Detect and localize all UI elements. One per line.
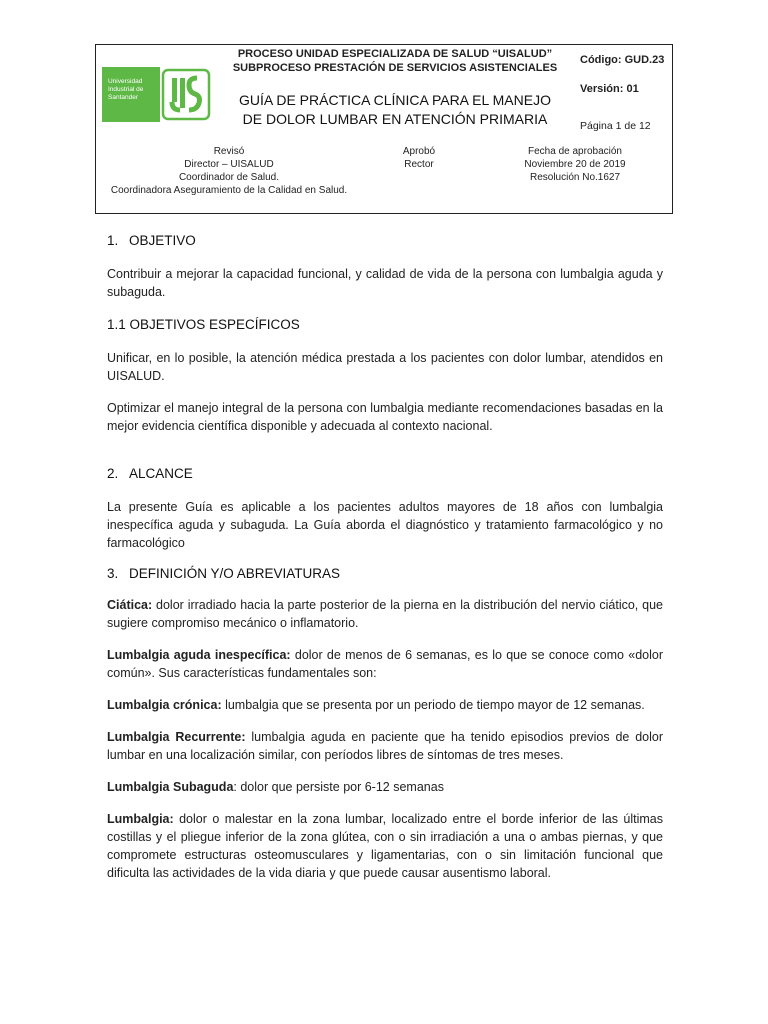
- reviewed-by-cell: [96, 144, 362, 215]
- definition-item: [107, 810, 663, 882]
- alcance-paragraph: La presente Guía es aplicable a los pacientes adultos mayores de 18 años con lumbalgia inespecífica aguda y subaguda. La Guía aborda el diagnóstico y tratamiento farmacológico y no farmacológico: [107, 500, 663, 550]
- definition-item: [107, 728, 663, 764]
- section-heading-objetivos-especificos: 1.1 OBJETIVOS ESPECÍFICOS: [107, 317, 300, 332]
- approved-by-cell: [362, 144, 476, 215]
- section-heading-definiciones: [107, 565, 663, 583]
- logo-text-line2: Industrial de: [108, 86, 144, 93]
- logo-green-block: [102, 67, 160, 122]
- logo-text-line1: Universidad: [108, 78, 143, 85]
- process-name: PROCESO UNIDAD ESPECIALIZADA DE SALUD “UISALUD”: [237, 48, 553, 60]
- reviewed-by-label: Revisó: [213, 146, 245, 157]
- resolution-number: Resolución No.1627: [529, 172, 621, 183]
- process-cell: [218, 45, 572, 78]
- definition-term: Lumbalgia Recurrente:: [107, 730, 246, 744]
- document-title-cell: [218, 78, 572, 144]
- definition-term: Lumbalgia crónica:: [107, 698, 222, 712]
- university-logo: [102, 67, 212, 122]
- section-number: 3.: [107, 566, 119, 581]
- approved-by-label: Aprobó: [402, 146, 436, 157]
- document-title-line1: GUÍA DE PRÁCTICA CLÍNICA PARA EL MANEJO: [239, 92, 551, 108]
- document-header-table: [95, 44, 673, 214]
- page-number: Página 1 de 12: [580, 120, 651, 132]
- definition-text: lumbalgia aguda en paciente que ha tenido episodios previos de dolor lumbar en una localización similar, con períodos libres de síntomas de tres meses.: [107, 730, 663, 762]
- definition-term: Lumbalgia:: [107, 812, 174, 826]
- section-heading-alcance: [107, 465, 663, 483]
- reviewer-3: Coordinadora Aseguramiento de la Calidad en Salud.: [110, 185, 348, 196]
- document-body: [107, 230, 663, 882]
- objetivo-paragraph: Contribuir a mejorar la capacidad funcional, y calidad de vida de la persona con lumbalgia aguda y subaguda.: [107, 267, 663, 299]
- definition-term: Lumbalgia Subaguda: [107, 780, 234, 794]
- approval-date-label: Fecha de aprobación: [528, 146, 622, 157]
- definition-term: Ciática:: [107, 598, 153, 612]
- definition-text: dolor irradiado hacia la parte posterior de la pierna en la distribución del nervio ciático, que sugiere compromiso mecánico o inflamatorio.: [107, 598, 663, 630]
- section-number: 2.: [107, 466, 119, 481]
- approval-date-cell: [476, 144, 674, 215]
- especificos-paragraph-1: Unificar, en lo posible, la atención médica prestada a los pacientes con dolor lumbar, atendidos en UISALUD.: [107, 351, 663, 383]
- especificos-paragraph-2: Optimizar el manejo integral de la persona con lumbalgia mediante recomendaciones basadas en la mejor evidencia científica disponible y adecuada al contexto nacional.: [107, 401, 663, 433]
- approval-date: Noviembre 20 de 2019: [524, 159, 626, 170]
- document-code: Código: GUD.23: [580, 54, 665, 66]
- section-title: OBJETIVO: [129, 233, 196, 248]
- section-title: ALCANCE: [129, 466, 193, 481]
- logo-cell: [96, 45, 218, 144]
- document-title-line2: DE DOLOR LUMBAR EN ATENCIÓN PRIMARIA: [242, 111, 548, 127]
- logo-text-line3: Santander: [108, 94, 138, 101]
- definition-item: [107, 696, 663, 714]
- definition-item: [107, 596, 663, 632]
- uis-emblem-icon: [160, 67, 212, 122]
- document-version: Versión: 01: [580, 83, 639, 95]
- reviewer-1: Director – UISALUD: [184, 159, 274, 170]
- subprocess-name: SUBPROCESO PRESTACIÓN DE SERVICIOS ASISTENCIALES: [232, 62, 558, 74]
- definition-text: dolor de menos de 6 semanas, es lo que se conoce como «dolor común». Sus características fundamentales son:: [107, 648, 663, 680]
- section-heading-objetivo: [107, 232, 663, 250]
- section-title: DEFINICIÓN Y/O ABREVIATURAS: [129, 566, 341, 581]
- approver: Rector: [404, 159, 434, 170]
- definition-item: [107, 778, 663, 796]
- definition-text: : dolor que persiste por 6-12 semanas: [233, 780, 444, 794]
- definition-text: dolor o malestar en la zona lumbar, localizado entre el borde inferior de las últimas costillas y el pliegue inferior de la zona glútea, con o sin irradiación a una o ambas piernas, y que compromete estructuras osteomusculares y ligamentarias, con o sin limitación funcional que dificulta las actividades de la vida diaria y que puede causar ausentismo laboral.: [107, 812, 663, 880]
- definition-term: Lumbalgia aguda inespecífica:: [107, 648, 291, 662]
- section-number: 1.: [107, 233, 119, 248]
- definition-text: lumbalgia que se presenta por un periodo de tiempo mayor de 12 semanas.: [221, 698, 645, 712]
- definition-item: [107, 646, 663, 682]
- reviewer-2: Coordinador de Salud.: [178, 172, 280, 183]
